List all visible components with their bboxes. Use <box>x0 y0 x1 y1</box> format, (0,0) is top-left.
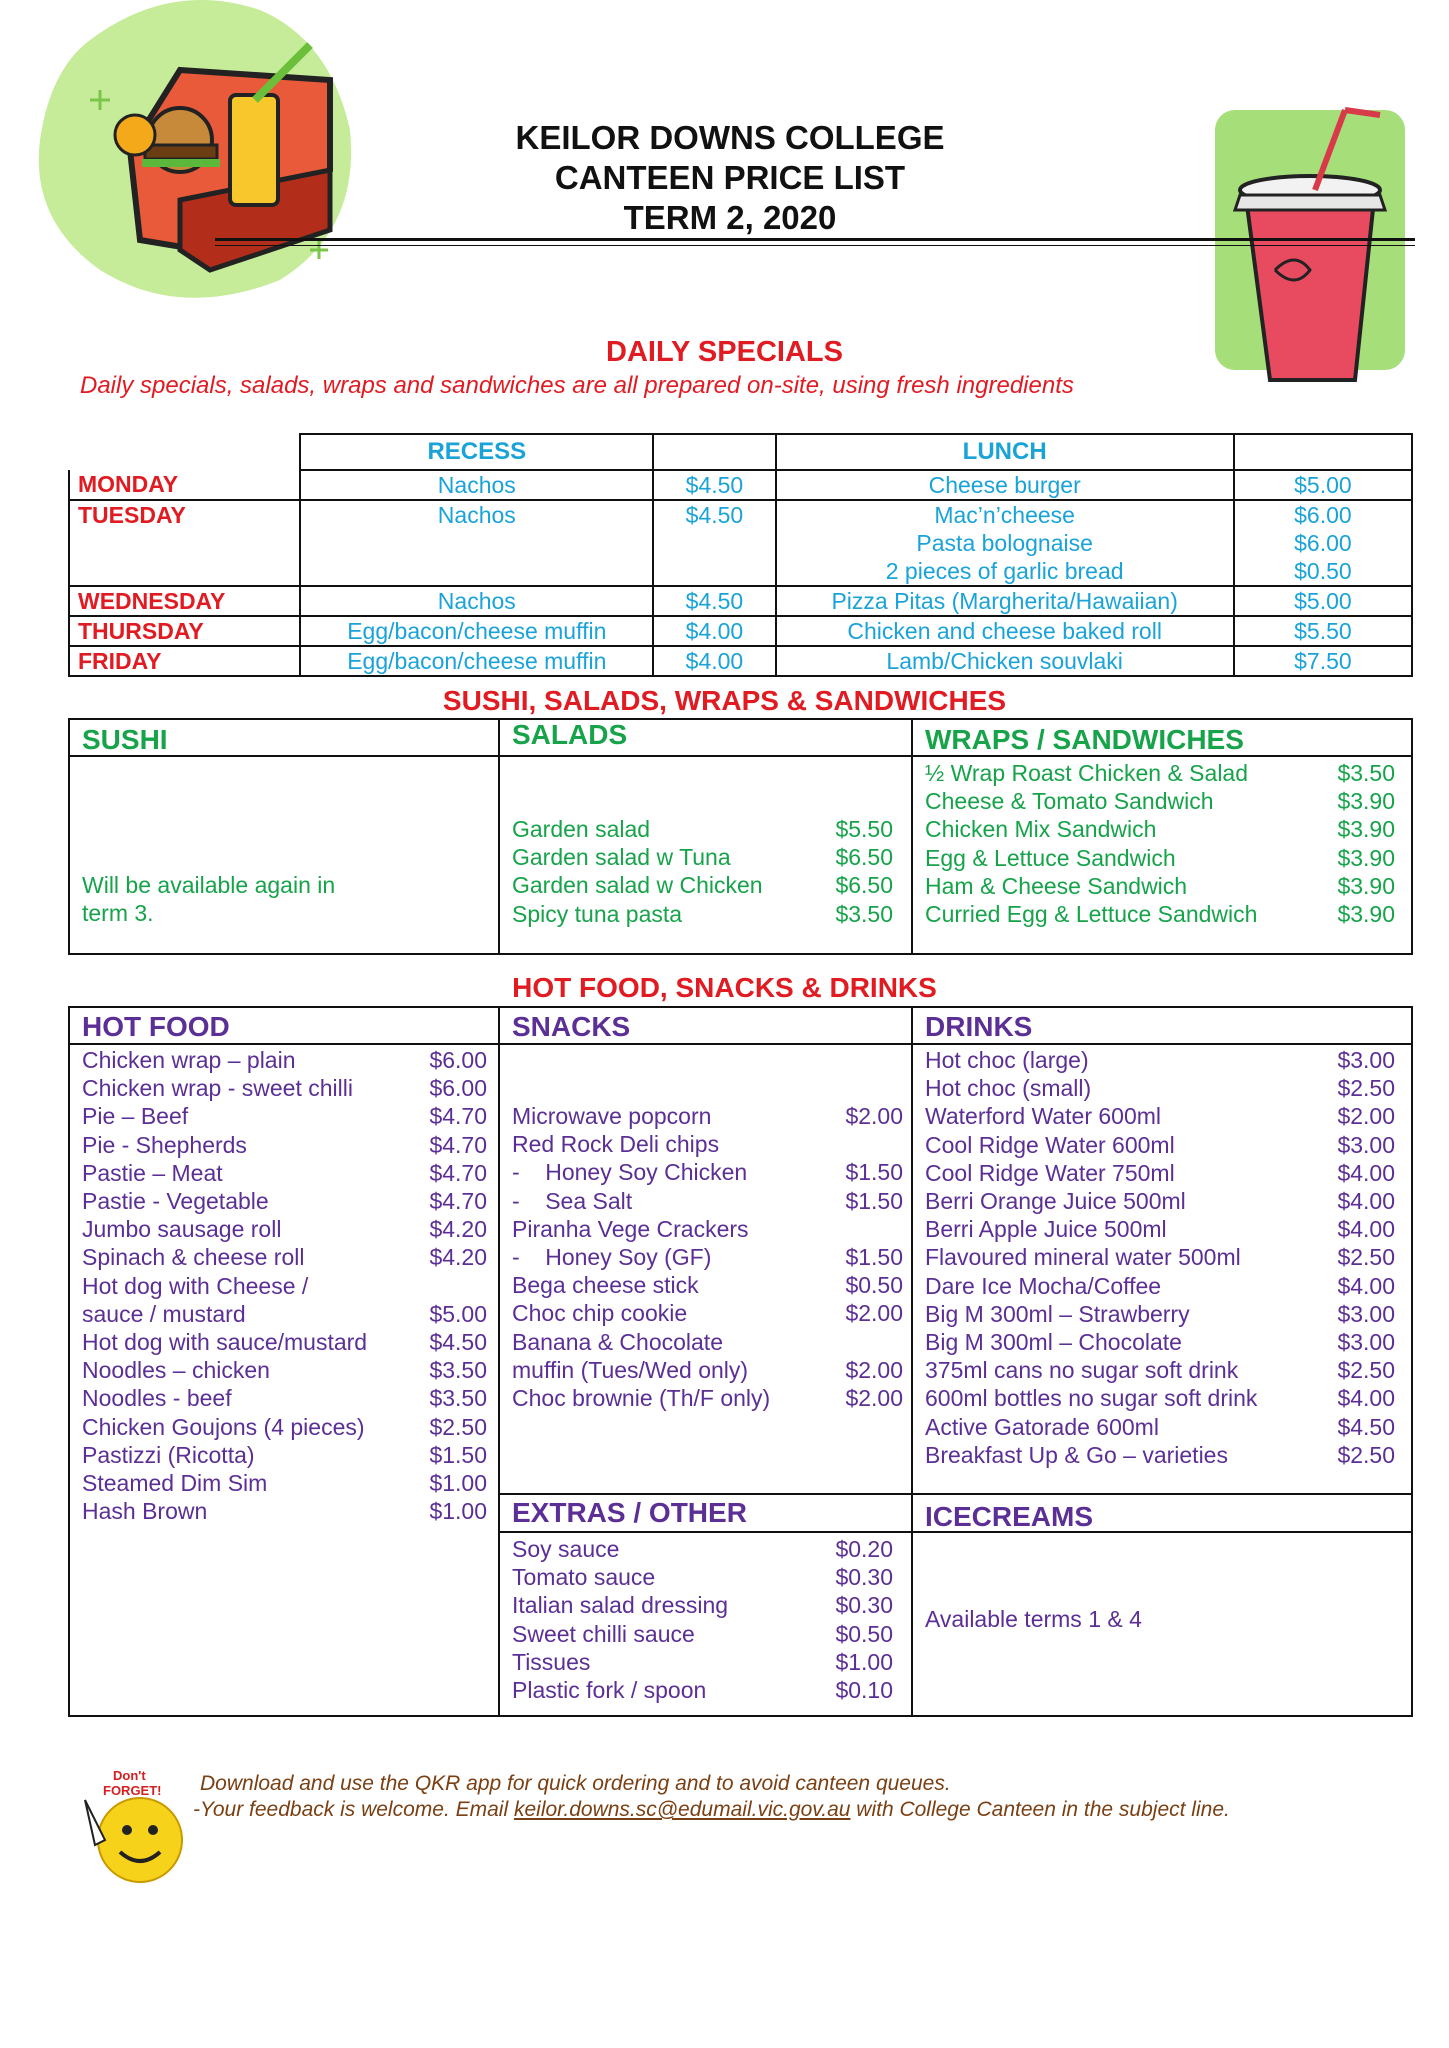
list-item-name: Sweet chilli sauce <box>512 1620 695 1647</box>
page-title <box>400 118 1060 238</box>
hot-food-snacks-drinks-title: HOT FOOD, SNACKS & DRINKS <box>512 972 937 1003</box>
list-item-price: $5.00 <box>429 1300 487 1327</box>
list-item-price: $4.50 <box>1337 1413 1395 1440</box>
day-label: MONDAY <box>69 470 300 500</box>
list-item-price: $4.00 <box>1337 1216 1395 1243</box>
list-item-name: Pastie - Vegetable <box>82 1188 269 1214</box>
lunch-item: Pizza Pitas (Margherita/Hawaiian) <box>776 586 1234 616</box>
day-label: THURSDAY <box>69 616 300 646</box>
wraps-header: WRAPS / SANDWICHES <box>925 724 1244 755</box>
list-item-price: $3.50 <box>429 1357 487 1384</box>
list-item-price: $4.50 <box>429 1329 487 1355</box>
salads-header: SALADS <box>512 719 628 750</box>
footer-feedback-prefix: -Your feedback is welcome. Email <box>193 1798 514 1821</box>
list-item-price: $2.50 <box>429 1413 487 1440</box>
list-item-name: Soy sauce <box>512 1536 620 1562</box>
list-item-name: Flavoured mineral water 500ml <box>925 1244 1241 1271</box>
list-item-price: $2.00 <box>845 1385 903 1411</box>
list-item-name: Chicken Goujons (4 pieces) <box>82 1413 365 1440</box>
list-item-price: $3.90 <box>1337 844 1395 871</box>
section3-divider-1 <box>498 1006 500 1717</box>
footer-feedback-line <box>193 1798 1230 1822</box>
list-item-price: $4.70 <box>429 1131 487 1158</box>
list-item-price: $0.50 <box>835 1620 893 1647</box>
recess-item: Nachos <box>300 500 653 586</box>
section3-header-rule <box>68 1043 1413 1045</box>
lunch-price: $7.50 <box>1234 646 1412 676</box>
lunch-price: $5.50 <box>1234 616 1412 646</box>
list-item-name: - Honey Soy Chicken <box>512 1159 748 1186</box>
list-item-name: Curried Egg & Lettuce Sandwich <box>925 901 1258 927</box>
extras-header: EXTRAS / OTHER <box>512 1497 747 1528</box>
icecreams-header: ICECREAMS <box>925 1501 1094 1532</box>
sushi-salads-wraps-title: SUSHI, SALADS, WRAPS & SANDWICHES <box>442 685 1007 716</box>
recess-item: Egg/bacon/cheese muffin <box>300 616 653 646</box>
list-item-price: $4.00 <box>1337 1159 1395 1186</box>
list-item-name: Pastie – Meat <box>82 1159 223 1186</box>
list-item-name: - Honey Soy (GF) <box>512 1244 712 1270</box>
recess-price: $4.50 <box>653 500 775 586</box>
lunch-price: $0.50 <box>1294 558 1352 584</box>
list-item-name: Cool Ridge Water 600ml <box>925 1131 1175 1158</box>
list-item-price: $3.50 <box>1337 760 1395 786</box>
list-item-name: Berri Orange Juice 500ml <box>925 1188 1186 1214</box>
list-item-name: Banana & Chocolate <box>512 1328 723 1355</box>
list-item-price: $3.50 <box>429 1385 487 1412</box>
lunch-price: $6.00 <box>1294 530 1352 556</box>
list-item-name: Waterford Water 600ml <box>925 1103 1162 1130</box>
recess-price: $4.50 <box>653 586 775 616</box>
list-item-name: Choc brownie (Th/F only) <box>512 1385 771 1411</box>
list-item-name: Jumbo sausage roll <box>82 1216 282 1243</box>
table-row <box>69 646 1412 676</box>
lunch-prices <box>1234 500 1412 586</box>
lunch-price: $5.00 <box>1234 586 1412 616</box>
table-row <box>69 500 1412 586</box>
list-item-name: Big M 300ml – Strawberry <box>925 1300 1190 1327</box>
list-item-price: $3.90 <box>1337 901 1395 927</box>
title-term: TERM 2, 2020 <box>623 199 837 236</box>
section2-divider-2 <box>911 718 913 955</box>
day-label: WEDNESDAY <box>69 586 300 616</box>
sushi-note: term 3. <box>82 900 154 926</box>
footer-qkr-line: Download and use the QKR app for quick ordering and to avoid canteen queues. <box>200 1772 951 1795</box>
lunch-price: $5.00 <box>1234 470 1412 500</box>
recess-item: Nachos <box>300 586 653 616</box>
day-label: TUESDAY <box>69 500 300 586</box>
list-item-name: Steamed Dim Sim <box>82 1470 268 1496</box>
list-item-name: Piranha Vege Crackers <box>512 1215 749 1242</box>
list-item-price: $6.50 <box>835 872 893 899</box>
list-item-name: Breakfast Up & Go – varieties <box>925 1441 1228 1468</box>
daily-specials-table <box>68 433 1413 677</box>
sushi-note: Will be available again in <box>82 872 336 898</box>
list-item-price: $2.50 <box>1337 1441 1395 1468</box>
list-item-name: Garden salad w Tuna <box>512 844 731 871</box>
list-item-price: $1.00 <box>429 1498 487 1525</box>
list-item-name: Spicy tuna pasta <box>512 900 683 927</box>
table-row <box>69 470 1412 500</box>
list-item-price: $1.50 <box>845 1244 903 1270</box>
list-item-price: $0.10 <box>835 1677 893 1703</box>
list-item-name: Hot dog with sauce/mustard <box>82 1329 368 1355</box>
recess-item: Egg/bacon/cheese muffin <box>300 646 653 676</box>
list-item-price: $4.70 <box>429 1188 487 1214</box>
list-item-name: Egg & Lettuce Sandwich <box>925 844 1176 871</box>
list-item-name: Microwave popcorn <box>512 1103 712 1129</box>
list-item-name: Big M 300ml – Chocolate <box>925 1329 1182 1355</box>
list-item-price: $3.90 <box>1337 872 1395 899</box>
list-item-price: $6.00 <box>429 1075 487 1102</box>
list-item-price: $4.00 <box>1337 1272 1395 1299</box>
list-item-name: Noodles – chicken <box>82 1357 270 1384</box>
list-item-price: $6.50 <box>835 844 893 871</box>
list-item-price: $2.00 <box>1337 1103 1395 1130</box>
lunch-item: Chicken and cheese baked roll <box>776 616 1234 646</box>
list-item-price: $0.30 <box>835 1564 893 1591</box>
list-item-name: Pastizzi (Ricotta) <box>82 1441 255 1468</box>
list-item-price: $6.00 <box>429 1047 487 1073</box>
list-item-name: Noodles - beef <box>82 1385 232 1412</box>
list-item-name: Chicken Mix Sandwich <box>925 816 1157 843</box>
list-item-name: Chicken wrap – plain <box>82 1047 296 1073</box>
title-price-list: CANTEEN PRICE LIST <box>554 159 906 196</box>
recess-header: RECESS <box>300 434 653 470</box>
list-item-price: $3.00 <box>1337 1329 1395 1355</box>
list-item-name: Ham & Cheese Sandwich <box>925 872 1188 899</box>
list-item-price: $3.00 <box>1337 1047 1395 1073</box>
lunch-item: Lamb/Chicken souvlaki <box>776 646 1234 676</box>
lunch-items <box>776 500 1234 586</box>
list-item-price: $3.90 <box>1337 788 1395 815</box>
list-item-price: $3.00 <box>1337 1300 1395 1327</box>
list-item-name: Plastic fork / spoon <box>512 1677 707 1703</box>
list-item-name: - Sea Salt <box>512 1187 633 1214</box>
header-rule-thin <box>215 245 1415 246</box>
list-item-name: Garden salad w Chicken <box>512 872 763 899</box>
footer-feedback-suffix: with College Canteen in the subject line. <box>850 1798 1230 1821</box>
list-item-price: $1.50 <box>845 1187 903 1214</box>
list-item-name: ½ Wrap Roast Chicken & Salad <box>925 760 1249 786</box>
list-item-price: $3.50 <box>835 900 893 927</box>
hot-food-header: HOT FOOD <box>82 1011 230 1042</box>
list-item-price: $1.50 <box>845 1159 903 1186</box>
list-item-price: $4.70 <box>429 1159 487 1186</box>
lunch-header: LUNCH <box>776 434 1234 470</box>
list-item-name: Hot choc (small) <box>925 1075 1092 1102</box>
list-item-name: Dare Ice Mocha/Coffee <box>925 1272 1162 1299</box>
section3-divider-2 <box>911 1006 913 1717</box>
lunch-item: Pasta bolognaise <box>916 530 1093 556</box>
list-item-price: $4.70 <box>429 1103 487 1130</box>
list-item-price: $5.50 <box>835 816 893 842</box>
list-item-name: Berri Apple Juice 500ml <box>925 1216 1167 1243</box>
daily-table-header <box>69 434 1412 470</box>
smiley-icon <box>65 1760 195 1890</box>
header-rule <box>215 238 1415 241</box>
recess-price: $4.50 <box>653 470 775 500</box>
section2-divider-1 <box>498 718 500 955</box>
sushi-header: SUSHI <box>82 724 168 755</box>
list-item-price: $4.00 <box>1337 1188 1395 1214</box>
list-item-price: $1.50 <box>429 1441 487 1468</box>
list-item-name: muffin (Tues/Wed only) <box>512 1356 749 1383</box>
extras-top-rule <box>498 1493 1413 1495</box>
list-item-price: $2.00 <box>845 1356 903 1383</box>
list-item-name: Hot choc (large) <box>925 1047 1089 1073</box>
snacks-header: SNACKS <box>512 1011 631 1042</box>
lunch-item: 2 pieces of garlic bread <box>885 558 1124 584</box>
recess-item: Nachos <box>300 470 653 500</box>
list-item-price: $0.20 <box>835 1536 893 1562</box>
list-item-name: Pie – Beef <box>82 1103 189 1130</box>
list-item-price: $4.00 <box>1337 1385 1395 1412</box>
feedback-email-link[interactable]: keilor.downs.sc@edumail.vic.gov.au <box>513 1798 851 1821</box>
list-item-name: Garden salad <box>512 816 651 842</box>
list-item-price: $2.00 <box>845 1103 903 1129</box>
title-school: KEILOR DOWNS COLLEGE <box>515 119 945 156</box>
list-item-name: Tissues <box>512 1648 591 1675</box>
list-item-name: Choc chip cookie <box>512 1300 688 1327</box>
svg-text:FORGET!: FORGET! <box>103 1783 162 1798</box>
list-item-price: $0.50 <box>845 1272 903 1299</box>
list-item-price: $4.20 <box>429 1244 487 1271</box>
list-item-name: Cheese & Tomato Sandwich <box>925 788 1214 815</box>
list-item-price: $2.50 <box>1337 1075 1395 1102</box>
list-item-price: $2.50 <box>1337 1357 1395 1384</box>
list-item-price: $3.00 <box>1337 1131 1395 1158</box>
list-item-price: $1.00 <box>429 1470 487 1496</box>
drinks-header: DRINKS <box>925 1011 1033 1042</box>
list-item-name: Cool Ridge Water 750ml <box>925 1159 1175 1186</box>
lunch-item: Mac’n’cheese <box>934 502 1075 528</box>
list-item-name: Hot dog with Cheese / <box>82 1272 309 1299</box>
list-item-name: Chicken wrap - sweet chilli <box>82 1075 353 1102</box>
lunch-price: $6.00 <box>1294 502 1352 528</box>
list-item-name: Active Gatorade 600ml <box>925 1413 1159 1440</box>
list-item-name: 375ml cans no sugar soft drink <box>925 1357 1239 1384</box>
day-label: FRIDAY <box>69 646 300 676</box>
list-item-price: $4.20 <box>429 1216 487 1243</box>
list-item-name: Hash Brown <box>82 1498 208 1525</box>
recess-price: $4.00 <box>653 616 775 646</box>
list-item-price: $2.00 <box>845 1300 903 1327</box>
daily-specials-title: DAILY SPECIALS <box>606 336 843 368</box>
lunch-item: Cheese burger <box>776 470 1234 500</box>
table-row <box>69 586 1412 616</box>
list-item-name: Italian salad dressing <box>512 1592 729 1619</box>
daily-specials-subtitle: Daily specials, salads, wraps and sandwiches are all prepared on-site, using fresh ingredients <box>80 372 1074 399</box>
list-item-name: Pie - Shepherds <box>82 1131 247 1158</box>
list-item-name: Red Rock Deli chips <box>512 1131 720 1158</box>
list-item-price: $1.00 <box>835 1648 893 1675</box>
list-item-name: Spinach & cheese roll <box>82 1244 305 1271</box>
recess-price: $4.00 <box>653 646 775 676</box>
svg-text:Don't: Don't <box>113 1768 146 1783</box>
icecreams-note: Available terms 1 & 4 <box>925 1606 1142 1632</box>
list-item-price: $0.30 <box>835 1592 893 1619</box>
list-item-name: Bega cheese stick <box>512 1272 699 1299</box>
list-item-name: Tomato sauce <box>512 1564 656 1591</box>
list-item-price: $3.90 <box>1337 816 1395 843</box>
list-item-price: $2.50 <box>1337 1244 1395 1271</box>
list-item-name: 600ml bottles no sugar soft drink <box>925 1385 1258 1412</box>
table-row <box>69 616 1412 646</box>
food-box-illustration <box>30 0 370 310</box>
list-item-name: sauce / mustard <box>82 1300 246 1327</box>
